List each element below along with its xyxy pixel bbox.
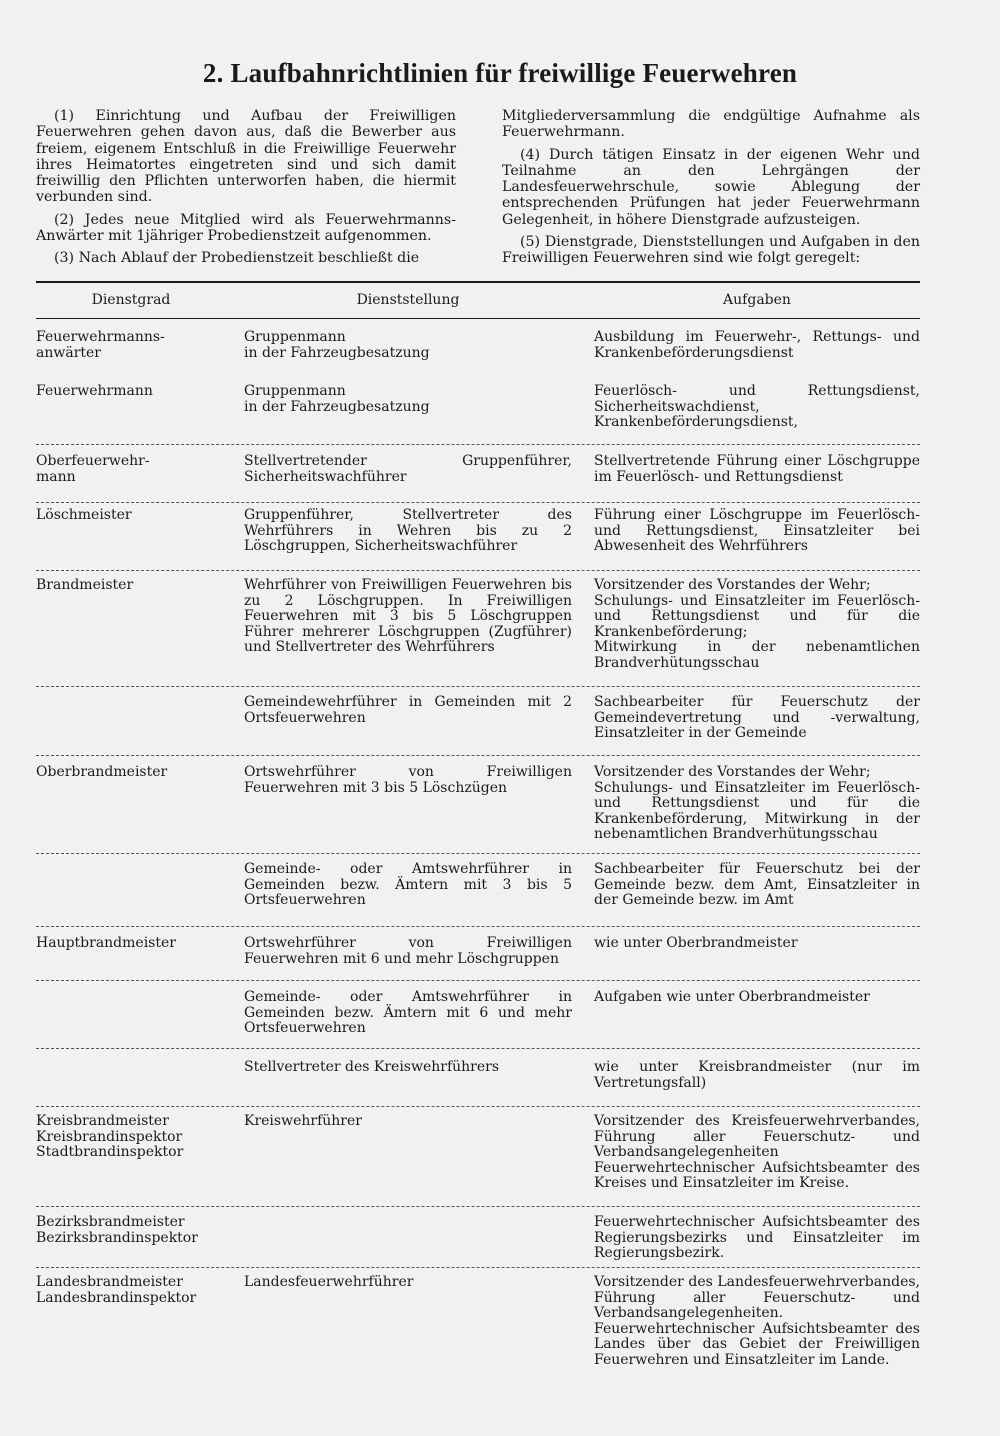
cell-dienstgrad: Brandmeister (36, 577, 134, 593)
cell-dienstgrad: Landesbrandmeister Landesbrandinspektor (36, 1274, 197, 1306)
cell-dienstgrad: Feuerwehrmann (36, 383, 153, 399)
cell-dienststellung: Landesfeuerwehrführer (244, 1274, 414, 1290)
cell-dienstgrad: Oberbrandmeister (36, 764, 168, 780)
cell-aufgaben: Vorsitzender des Landesfeuerwehrverbandes, Führung aller Feuerschutz- und Verbandsangelegenheiten. Feuerwehrtechnischer Aufsichtsbeamter des Landes über das Gebiet der Freiwilligen Feuerwehren und Einsatzleiter im Lande. (594, 1274, 920, 1368)
cell-aufgaben: Aufgaben wie unter Oberbrandmeister (594, 989, 870, 1005)
cell-dienststellung: Gemeinde- oder Amtswehrführer in Gemeinden bezw. Ämtern mit 6 und mehr Ortsfeuerwehren (244, 989, 572, 1037)
table-row (36, 384, 920, 445)
page-title: 2. Laufbahnrichtlinien für freiwillige Feuerwehren (202, 58, 798, 88)
table-row (36, 578, 920, 687)
cell-aufgaben: Führung einer Löschgruppe im Feuerlösch- und Rettungsdienst, Einsatzleiter bei Abwesenheit des Wehrführers (594, 507, 920, 555)
paragraph-3-end: Mitgliederversammlung die endgültige Aufnahme als Feuerwehrmann. (502, 108, 920, 141)
cell-dienstgrad: Kreisbrandmeister Kreisbrandinspektor Stadtbrandinspektor (36, 1113, 184, 1161)
paragraph-3-start: (3) Nach Ablauf der Probedienstzeit beschließt die (54, 250, 420, 267)
table-row (36, 695, 920, 756)
cell-dienststellung: Gruppenführer, Stellvertreter des Wehrführers in Wehren bis zu 2 Löschgruppen, Sicherheitswachführer (244, 507, 572, 555)
cell-aufgaben: wie unter Kreisbrandmeister (nur im Vertretungsfall) (594, 1059, 920, 1091)
intro-left-column (36, 108, 456, 273)
cell-dienststellung: Gruppenmann in der Fahrzeugbesatzung (244, 329, 430, 361)
cell-aufgaben: Vorsitzender des Kreisfeuerwehrverbandes, Führung aller Feuerschutz- und Verbandsangelegenheiten Feuerwehrtechnischer Aufsichtsbeamter des Kreises und Einsatzleiter im Kreise. (594, 1113, 920, 1192)
column-header-dienstgrad: Dienstgrad (91, 292, 171, 308)
cell-dienstgrad: Löschmeister (36, 507, 132, 523)
cell-dienstgrad: Bezirksbrandmeister Bezirksbrandinspektor (36, 1214, 198, 1246)
cell-dienststellung: Wehrführer von Freiwilligen Feuerwehren bis zu 2 Löschgruppen. In Freiwilligen Feuerwehren mit 3 bis 5 Löschgruppen Führer mehrerer Löschgruppen (Zugführer) und Stellvertreter des Wehrführers (244, 577, 572, 656)
cell-dienststellung: Ortswehrführer von Freiwilligen Feuerwehren mit 6 und mehr Löschgruppen (244, 935, 572, 967)
cell-aufgaben: Sachbearbeiter für Feuerschutz bei der Gemeinde bezw. dem Amt, Einsatzleiter in der Gemeinde bezw. im Amt (594, 861, 920, 909)
table-row (36, 508, 920, 571)
cell-dienststellung: Stellvertretender Gruppenführer, Sicherheitswachführer (244, 453, 572, 485)
table-row (36, 1275, 920, 1371)
intro-right-column (502, 108, 920, 273)
cell-dienststellung: Ortswehrführer von Freiwilligen Feuerwehren mit 3 bis 5 Löschzügen (244, 764, 572, 796)
table-row (36, 330, 920, 378)
cell-aufgaben: Vorsitzender des Vorstandes der Wehr; Schulungs- und Einsatzleiter im Feuerlösch- und Rettungsdienst und für die Krankenbeförderung, Mitwirkung in der nebenamtlichen Brandverhütungsschau (594, 764, 920, 843)
cell-aufgaben: wie unter Oberbrandmeister (594, 935, 798, 951)
cell-aufgaben: Ausbildung im Feuerwehr-, Rettungs- und Krankenbeförderungsdienst (594, 329, 920, 361)
cell-dienststellung: Stellvertreter des Kreiswehrführers (244, 1059, 500, 1075)
table-top-rule (36, 281, 920, 283)
paragraph-4: (4) Durch tätigen Einsatz in der eigenen Wehr und Teilnahme an den Lehrgängen der Landesfeuerwehrschule, sowie Ablegung der entsprechenden Prüfungen hat jeder Feuerwehrmann Gelegenheit, in höhere Dienstgrade aufzusteigen. (502, 146, 920, 228)
cell-aufgaben: Feuerwehrtechnischer Aufsichtsbeamter des Regierungsbezirks und Einsatzleiter im Regierungsbezirk. (594, 1214, 920, 1262)
paragraph-1: (1) Einrichtung und Aufbau der Freiwilligen Feuerwehren gehen davon aus, daß die Bewerber aus freiem, eigenem Entschluß in die Freiwillige Feuerwehr ihres Heimatortes eingetreten sind und sich damit freiwillig den Pflichten unterworfen haben, die hiermit verbunden sind. (36, 108, 456, 206)
cell-aufgaben: Sachbearbeiter für Feuerschutz der Gemeindevertretung und -verwaltung, Einsatzleiter in der Gemeinde (594, 694, 920, 742)
table-row (36, 990, 920, 1049)
column-header-aufgaben: Aufgaben (723, 292, 791, 308)
cell-aufgaben: Feuerlösch- und Rettungsdienst, Sicherheitswachdienst, Krankenbeförderungsdienst, (594, 383, 920, 431)
table-row (36, 862, 920, 927)
cell-aufgaben: Vorsitzender des Vorstandes der Wehr; Schulungs- und Einsatzleiter im Feuerlösch- und Rettungsdienst und für die Krankenbeförderung; Mitwirkung in der nebenamtlichen Brandverhütungsschau (594, 577, 920, 671)
paragraph-2: (2) Jedes neue Mitglied wird als Feuerwehrmanns-Anwärter mit 1jähriger Probedienstzeit aufgenommen. (36, 211, 456, 245)
cell-dienststellung: Gruppenmann in der Fahrzeugbesatzung (244, 383, 430, 415)
cell-dienststellung: Kreiswehrführer (244, 1113, 362, 1129)
table-row (36, 1215, 920, 1268)
column-header-dienststellung: Dienststellung (356, 292, 460, 308)
table-row (36, 765, 920, 854)
cell-aufgaben: Stellvertretende Führung einer Löschgruppe im Feuerlösch- und Rettungsdienst (594, 453, 920, 485)
cell-dienstgrad: Feuerwehrmanns- anwärter (36, 329, 165, 361)
cell-dienstgrad: Hauptbrandmeister (36, 935, 176, 951)
cell-dienststellung: Gemeinde- oder Amtswehrführer in Gemeinden bezw. Ämtern mit 3 bis 5 Ortsfeuerwehren (244, 861, 572, 909)
table-row (36, 454, 920, 503)
cell-dienstgrad: Oberfeuerwehr- mann (36, 453, 150, 485)
table-row (36, 1060, 920, 1107)
table-row (36, 936, 920, 981)
table-header-rule (36, 318, 920, 319)
table-row (36, 1114, 920, 1207)
paragraph-5: (5) Dienstgrade, Dienststellungen und Aufgaben in den Freiwilligen Feuerwehren sind wie folgt geregelt: (502, 234, 920, 267)
cell-dienststellung: Gemeindewehrführer in Gemeinden mit 2 Ortsfeuerwehren (244, 694, 572, 726)
